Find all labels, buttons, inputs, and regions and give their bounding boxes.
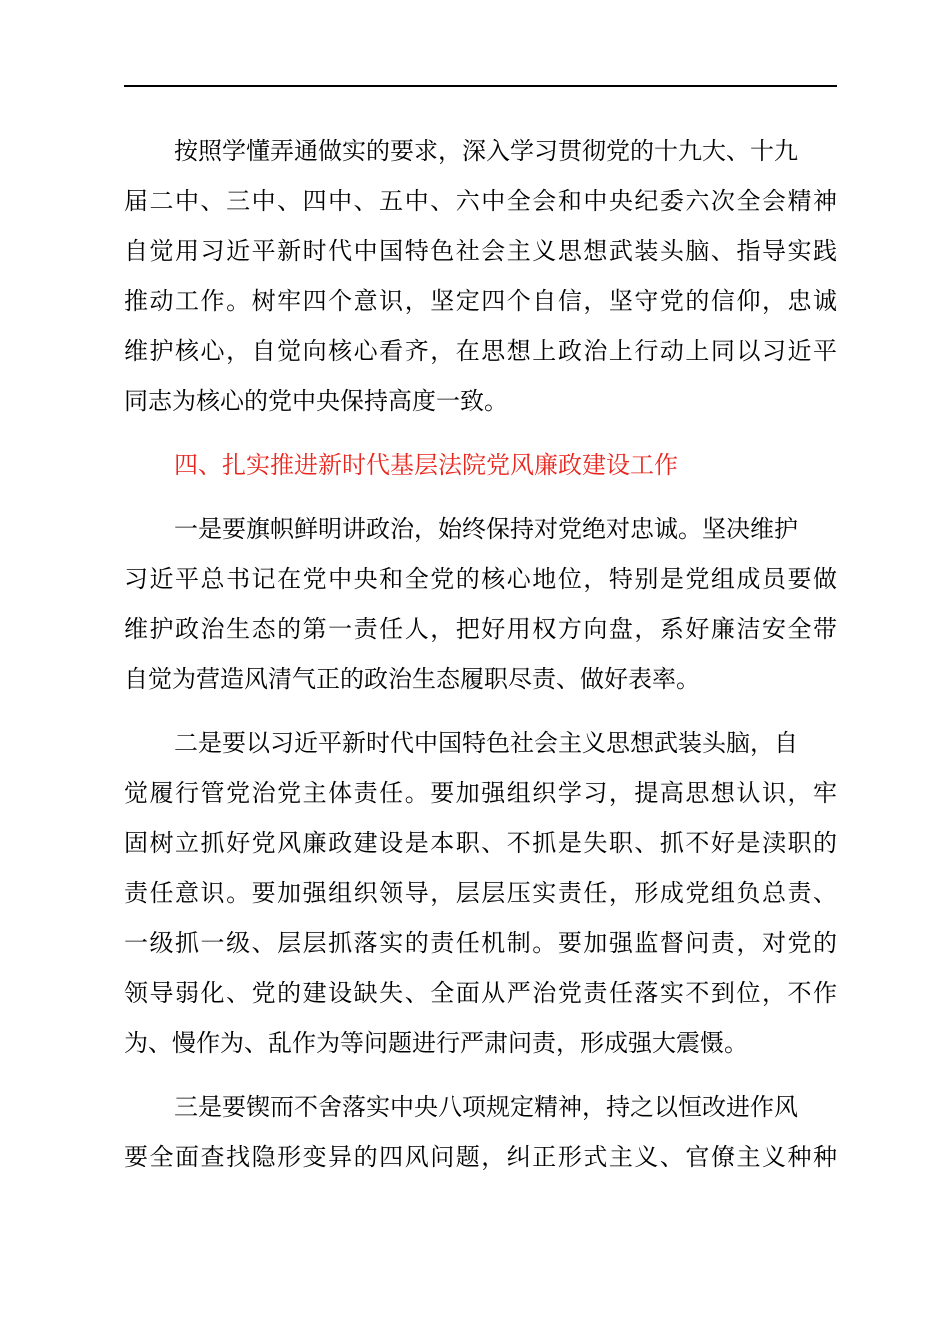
text-line: 二是要以习近平新时代中国特色社会主义思想武装头脑，自 (174, 729, 798, 757)
text-line: 固树立抓好党风廉政建设是本职、不抓是失职、抓不好是渎职的 (124, 829, 837, 857)
text-line: 一级抓一级、层层抓落实的责任机制。要加强监督问责，对党的 (124, 929, 837, 957)
text-line: 推动工作。树牢四个意识，坚定四个自信，坚守党的信仰，忠诚 (124, 287, 837, 315)
text-line: 要全面查找隐形变异的四风问题，纠正形式主义、官僚主义种种 (124, 1143, 837, 1171)
text-line: 维护核心，自觉向核心看齐，在思想上政治上行动上同以习近平 (124, 337, 837, 365)
text-line: 习近平总书记在党中央和全党的核心地位，特别是党组成员要做 (124, 565, 837, 593)
text-line: 届二中、三中、四中、五中、六中全会和中央纪委六次全会精神 (124, 187, 837, 215)
paragraph (124, 1082, 837, 1182)
text-line: 按照学懂弄通做实的要求，深入学习贯彻党的十九大、十九 (174, 137, 798, 165)
text-line: 自觉用习近平新时代中国特色社会主义思想武装头脑、指导实践 (124, 237, 837, 265)
text-line: 为、慢作为、乱作为等问题进行严肃问责，形成强大震慑。 (124, 1029, 748, 1057)
text-line: 三是要锲而不舍落实中央八项规定精神，持之以恒改进作风 (174, 1093, 798, 1121)
section-heading (124, 440, 837, 490)
text-line: 同志为核心的党中央保持高度一致。 (124, 387, 508, 415)
text-line: 觉履行管党治党主体责任。要加强组织学习，提高思想认识，牢 (124, 779, 837, 807)
document-body (124, 126, 837, 1182)
paragraph (124, 126, 837, 426)
text-line: 维护政治生态的第一责任人，把好用权方向盘，系好廉洁安全带 (124, 615, 837, 643)
text-line: 领导弱化、党的建设缺失、全面从严治党责任落实不到位，不作 (124, 979, 837, 1007)
text-line: 责任意识。要加强组织领导，层层压实责任，形成党组负总责、 (124, 879, 837, 907)
text-line: 自觉为营造风清气正的政治生态履职尽责、做好表率。 (124, 665, 700, 693)
header-rule (124, 85, 837, 87)
text-line: 一是要旗帜鲜明讲政治，始终保持对党绝对忠诚。坚决维护 (174, 515, 798, 543)
paragraph (124, 504, 837, 704)
heading-line: 四、扎实推进新时代基层法院党风廉政建设工作 (174, 451, 678, 479)
paragraph (124, 718, 837, 1068)
